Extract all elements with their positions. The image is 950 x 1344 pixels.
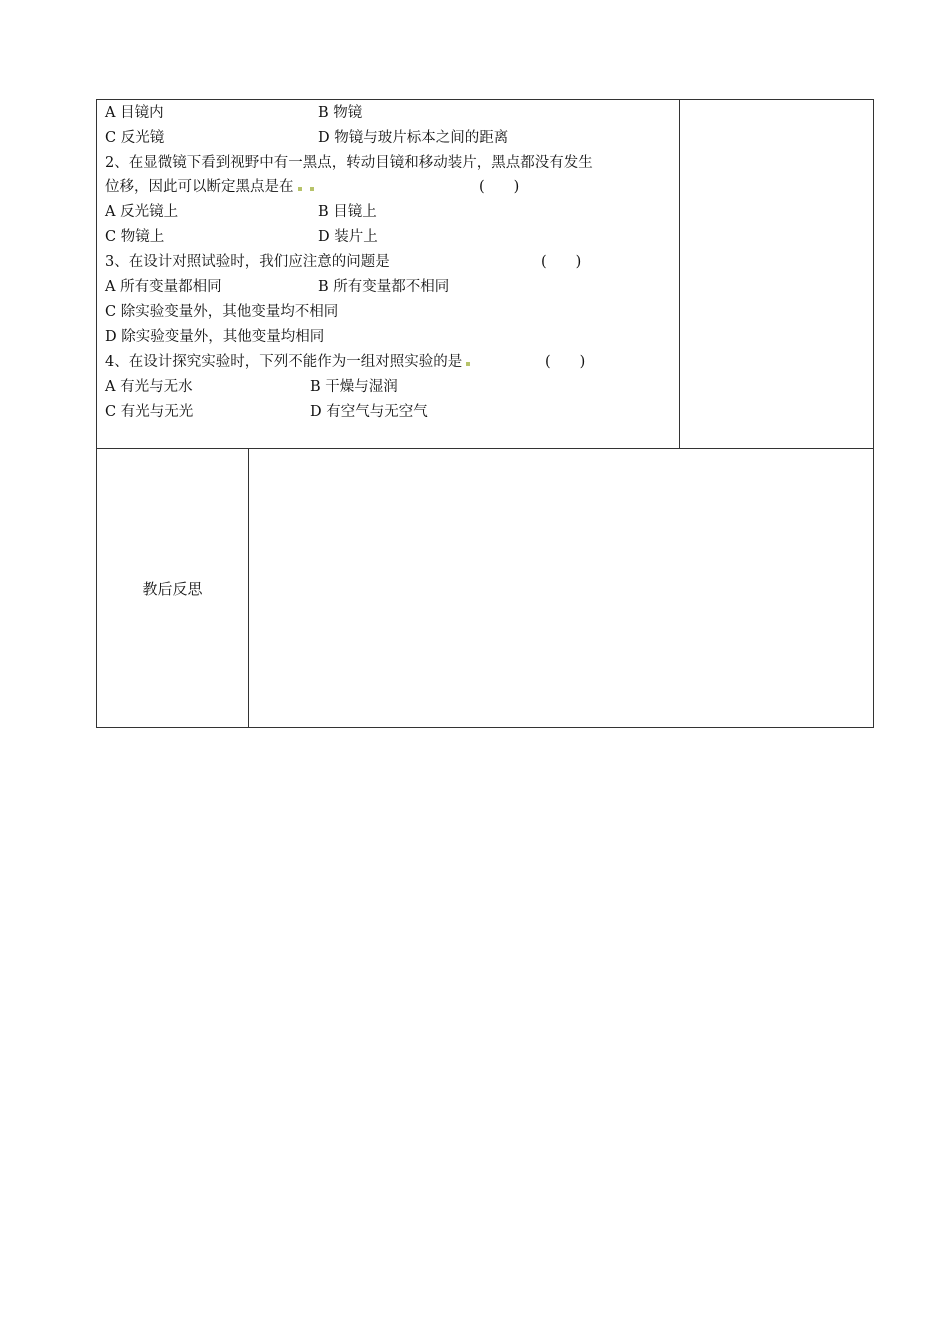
q2-stem-text-2 [105, 175, 318, 199]
worksheet-table [96, 99, 874, 728]
q4-option-d: D 有空气与无空气 [310, 404, 428, 420]
q4-stem-text [105, 350, 474, 374]
q2-option-a: A 反光镜上 [105, 204, 179, 220]
q3-option-d: D 除实验变量外，其他变量均相同 [105, 329, 325, 345]
q2-option-d: D 装片上 [318, 229, 378, 245]
q2-option-c: C 物镜上 [105, 229, 165, 245]
q4-answer-paren: ( ) [545, 354, 586, 370]
exercise-row [96, 99, 874, 449]
q2-stem-text: 2、在显微镜下看到视野中有一黑点，转动目镜和移动装片，黑点都没有发生 [105, 155, 593, 171]
q1-option-d: D 物镜与玻片标本之间的距离 [318, 130, 509, 146]
q3-option-a: A 所有变量都相同 [105, 279, 222, 295]
notes-cell [680, 100, 873, 448]
q4-option-b: B 干燥与湿润 [310, 379, 398, 395]
q3-stem-text: 3、在设计对照试验时，我们应注意的问题是 [105, 254, 390, 270]
q2-option-b: B 目镜上 [318, 204, 377, 220]
q1-option-c: C 反光镜 [105, 130, 165, 146]
exercise-content-cell [97, 100, 680, 448]
emphasis-dot [466, 362, 470, 366]
q3-answer-paren: ( ) [541, 254, 582, 270]
q2-answer-paren: ( ) [479, 179, 520, 195]
reflection-content-cell [249, 449, 873, 727]
q4-option-a: A 有光与无水 [105, 379, 193, 395]
reflection-row [96, 449, 874, 728]
q2-stem-line2-text: 位移，因此可以断定黑点是在 [105, 179, 294, 195]
q4-stem-part1: 4、在设计探究实验时，下列不能作为一组对照 [105, 354, 405, 370]
q3-option-b: B 所有变量都不相同 [318, 279, 450, 295]
q4-option-c: C 有光与无光 [105, 404, 194, 420]
q1-option-b: B 物镜 [318, 105, 363, 121]
emphasis-dot [298, 187, 302, 191]
reflection-label: 教后反思 [97, 449, 249, 727]
emphasis-dot [310, 187, 314, 191]
q1-option-a: A 目镜内 [105, 105, 164, 121]
q3-option-c: C 除实验变量外，其他变量均不相同 [105, 304, 339, 320]
q4-stem-part2: 实验的是 [404, 354, 463, 370]
